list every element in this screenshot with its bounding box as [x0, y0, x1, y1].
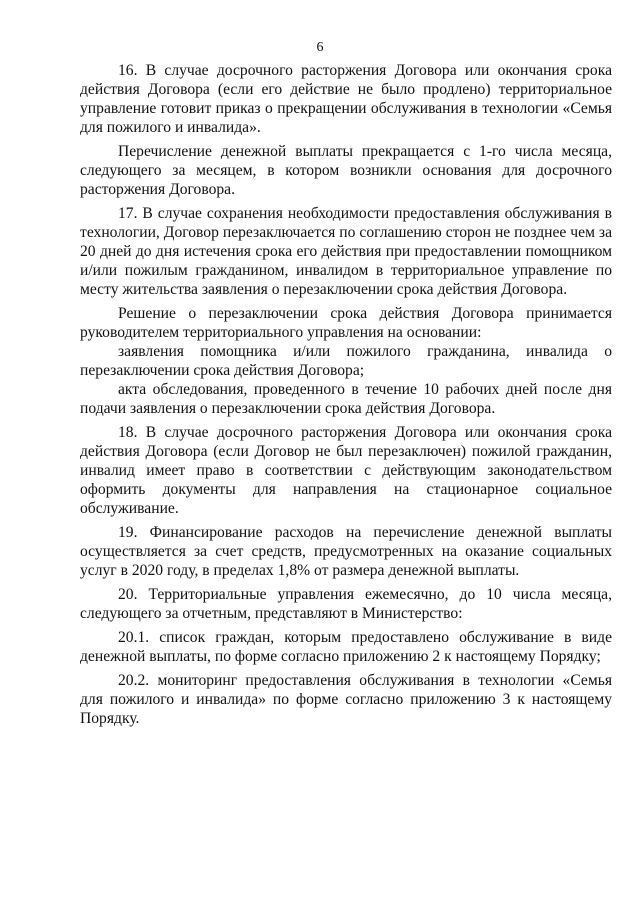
- paragraph-application: заявления помощника и/или пожилого гражданина, инвалида о перезаключении срока действия Договора;: [80, 343, 612, 379]
- paragraph-16: 16. В случае досрочного расторжения Договора или окончания срока действия Договора (если его действие не было продлено) территориальное управление готовит приказ о прекращении обслуживания в технологии «Семья для пожилого и инвалида».: [80, 62, 612, 136]
- paragraph-inspection-act: акта обследования, проведенного в течение 10 рабочих дней после дня подачи заявления о перезаключении срока действия Договора.: [80, 381, 612, 417]
- paragraph-18: 18. В случае досрочного расторжения Договора или окончания срока действия Договора (если Договор не был перезаключен) пожилой гражданин, инвалид имеет право в соответствии с действующим законодательством оформить документы для направления на стационарное социальное обслуживание.: [80, 424, 612, 517]
- paragraph-renewal-decision: Решение о перезаключении срока действия Договора принимается руководителем территориального управления на основании:: [80, 305, 612, 341]
- document-body: [80, 61, 612, 733]
- paragraph-20: 20. Территориальные управления ежемесячно, до 10 числа месяца, следующего за отчетным, представляют в Министерство:: [80, 586, 612, 622]
- paragraph-19: 19. Финансирование расходов на перечисление денежной выплаты осуществляется за счет средств, предусмотренных на оказание социальных услуг в 2020 году, в пределах 1,8% от размера денежной выплаты.: [80, 524, 612, 579]
- paragraph-payment-termination: Перечисление денежной выплаты прекращается с 1-го числа месяца, следующего за месяцем, в котором возникли основания для досрочного расторжения Договора.: [80, 143, 612, 198]
- paragraph-20-1: 20.1. список граждан, которым предоставлено обслуживание в виде денежной выплаты, по форме согласно приложению 2 к настоящему Порядку;: [80, 629, 612, 665]
- paragraph-20-2: 20.2. мониторинг предоставления обслуживания в технологии «Семья для пожилого и инвалида» по форме согласно приложению 3 к настоящему Порядку.: [80, 672, 612, 727]
- paragraph-17: 17. В случае сохранения необходимости предоставления обслуживания в технологии, Договор перезаключается по соглашению сторон не позднее чем за 20 дней до дня истечения срока его действия при предоставлении помощником и/или пожилым гражданином, инвалидом в территориальное управление по месту жительства заявления о перезаключении срока действия Договора.: [80, 205, 612, 298]
- page-number: 6: [316, 40, 324, 55]
